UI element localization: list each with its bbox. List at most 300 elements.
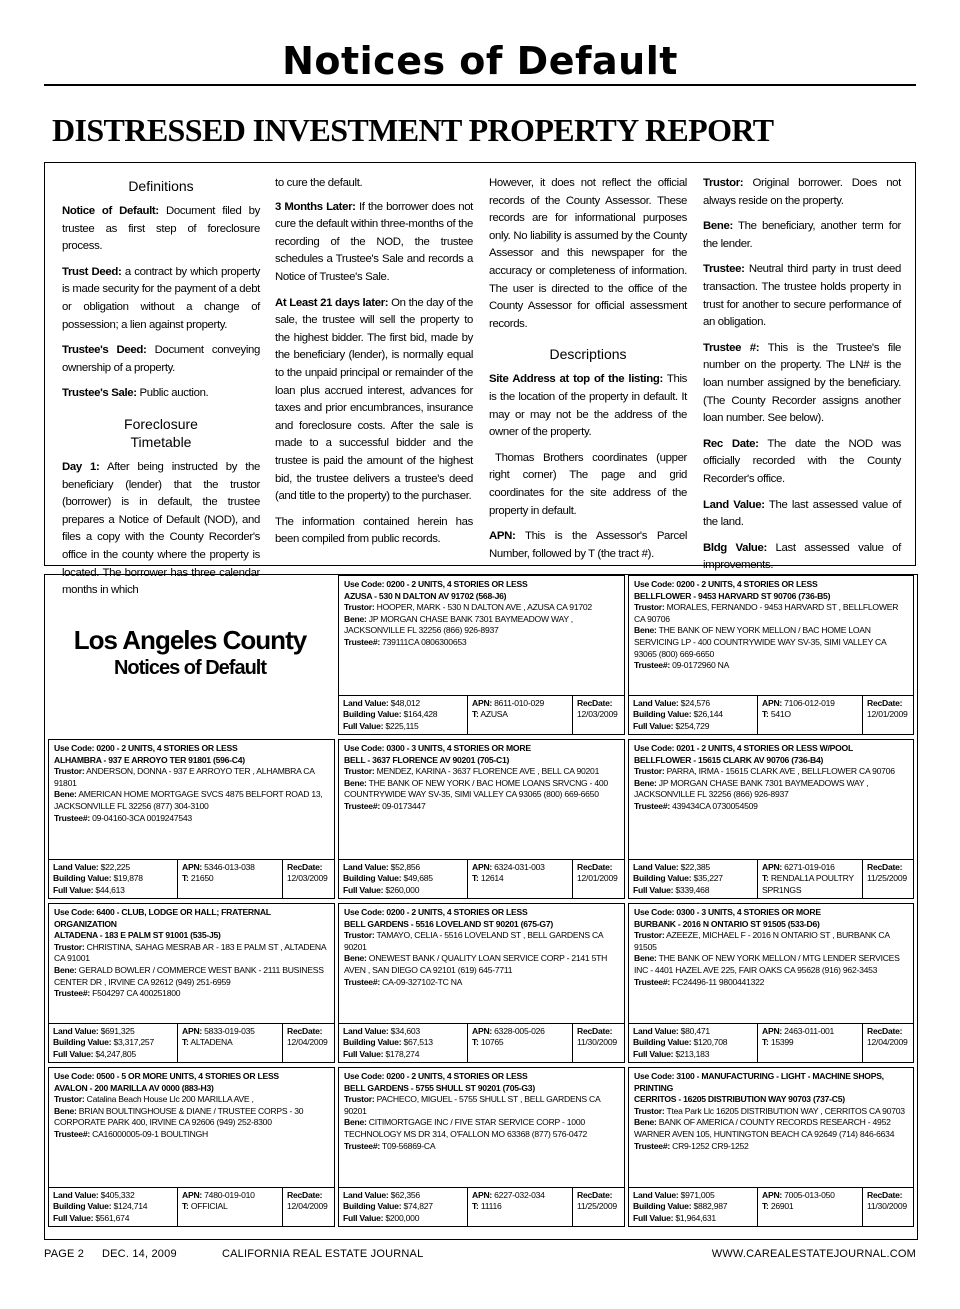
tract-row bbox=[472, 1037, 568, 1048]
footer-publication: CALIFORNIA REAL ESTATE JOURNAL bbox=[222, 1248, 424, 1260]
listing-value-box bbox=[49, 860, 177, 898]
listing-cell bbox=[48, 903, 335, 1063]
land-value-row bbox=[343, 862, 463, 873]
trustor-label: Trustor: bbox=[634, 766, 665, 777]
term: Notice of Default: bbox=[62, 205, 159, 217]
listing-bene bbox=[344, 614, 619, 637]
listing-recdate-box bbox=[862, 860, 913, 898]
bene-label: Bene: bbox=[344, 777, 367, 788]
trustee-label: Trustee#: bbox=[54, 988, 90, 999]
listing-recdate-box bbox=[572, 1188, 624, 1226]
tract-label: T: bbox=[762, 1201, 769, 1212]
trustee-value: 439434CA 0730054509 bbox=[672, 800, 758, 811]
land-value: $971,005 bbox=[680, 1190, 715, 1200]
county-title: Los Angeles County bbox=[73, 625, 307, 655]
apn-row bbox=[762, 1190, 858, 1201]
listing-address: AZUSA - 530 N DALTON AV 91702 (568-J6) bbox=[344, 590, 507, 601]
full-value-row bbox=[53, 1213, 173, 1224]
trustor-value: AZEEZE, MICHAEL F - 2016 N ONTARIO ST , BURBANK CA 91505 bbox=[634, 930, 890, 952]
building-value-label: Building Value: bbox=[343, 873, 402, 884]
building-value-row bbox=[53, 873, 173, 884]
full-value: $225,115 bbox=[385, 720, 419, 731]
listing-apn-box bbox=[757, 696, 862, 734]
recdate-value: 12/01/2009 bbox=[867, 709, 908, 720]
apn-row bbox=[762, 862, 858, 873]
land-value-row bbox=[53, 1190, 173, 1201]
trustor-label: Trustor: bbox=[634, 930, 665, 941]
listing-details bbox=[629, 576, 913, 675]
apn-value: 7106-012-019 bbox=[784, 698, 835, 708]
trustee-value: 09-04160-3CA 0019247543 bbox=[92, 812, 192, 823]
listing-cell bbox=[48, 739, 335, 899]
listing-details bbox=[339, 740, 624, 816]
trustee-label: Trustee#: bbox=[634, 976, 670, 987]
trustee-label: Trustee#: bbox=[344, 636, 380, 647]
trustee-label: Trustee#: bbox=[54, 1128, 90, 1139]
listing-bene bbox=[344, 1117, 619, 1140]
recdate-label: RecDate: bbox=[287, 862, 323, 872]
bene-value: BRIAN BOULTINGHOUSE & DIANE / TRUSTEE CORPS - 30 CORPORATE PARK 400, IRVINE CA 92606 (949) 252-8300 bbox=[54, 1105, 304, 1128]
recdate-value: 12/04/2009 bbox=[287, 1037, 328, 1048]
listing-values bbox=[339, 859, 624, 898]
listing-bene bbox=[54, 965, 329, 988]
apn-value: 5346-013-038 bbox=[204, 862, 255, 872]
land-value-label: Land Value: bbox=[53, 1026, 99, 1036]
apn-row bbox=[472, 862, 568, 873]
building-value-label: Building Value: bbox=[343, 709, 402, 720]
bene-label: Bene: bbox=[634, 1117, 657, 1128]
building-value: $35,227 bbox=[693, 873, 723, 884]
listing-use-code: Use Code: 0201 - 2 UNITS, 4 STORIES OR LESS W/POOL bbox=[634, 743, 853, 753]
building-value: $74,827 bbox=[403, 1201, 433, 1212]
listing-recdate-box bbox=[862, 1024, 913, 1062]
trustee-value: 09-0172960 NA bbox=[672, 660, 730, 671]
listing-values bbox=[629, 1023, 913, 1062]
bene-value: ONEWEST BANK / QUALITY LOAN SERVICE CORP - 2141 5TH AVEN , SAN DIEGO CA 92101 (619) 645-7711 bbox=[344, 953, 608, 975]
listing-bene bbox=[634, 1117, 908, 1140]
tract-value: 12614 bbox=[480, 873, 504, 884]
bene-label: Bene: bbox=[344, 613, 367, 624]
listing-recdate-box bbox=[282, 860, 334, 898]
tract-label: T: bbox=[472, 873, 479, 884]
footer-date: DEC. 14, 2009 bbox=[102, 1248, 177, 1260]
listing-recdate-box bbox=[282, 1188, 334, 1226]
land-value: $24,576 bbox=[680, 698, 710, 708]
listing-use-code: Use Code: 3100 - MANUFACTURING - LIGHT - MACHINE SHOPS, PRINTING bbox=[634, 1071, 884, 1093]
definition-text: This is the Trustee's file number on the property. The LN# is the loan number assigned by the beneficiary. (The County Recorder assigns another loan number. See below). bbox=[703, 341, 901, 425]
listing-trustee bbox=[634, 801, 908, 813]
trustor-label: Trustor: bbox=[344, 930, 375, 941]
listing-address: BELL GARDENS - 5755 SHULL ST 90201 (705-G3) bbox=[344, 1082, 535, 1093]
listing-bene bbox=[344, 953, 619, 976]
trustor-value: CHRISTINA, SAHAG MESRAB AR - 183 E PALM ST , ALTADENA CA 91001 bbox=[54, 941, 326, 964]
term: 3 Months Later: bbox=[275, 200, 356, 213]
bene-value: THE BANK OF NEW YORK MELLON / MTG LENDER SERVICES INC - 4401 HAZEL AVE 225, FAIR OAKS CA 95628 (916) 962-3453 bbox=[634, 953, 900, 975]
bene-label: Bene: bbox=[634, 777, 657, 788]
listing-value-box bbox=[339, 696, 467, 734]
land-value-row bbox=[343, 1026, 463, 1037]
listing-address: BURBANK - 2016 N ONTARIO ST 91505 (533-D6) bbox=[634, 918, 820, 929]
listing-values bbox=[339, 1023, 624, 1062]
listing-details bbox=[49, 904, 334, 1003]
definitions-heading: Definitions bbox=[128, 178, 194, 194]
land-value-row bbox=[633, 1190, 753, 1201]
term: Trustor: bbox=[703, 177, 744, 189]
definition-text: On the day of the sale, the trustee will sell the property to the highest bidder. The first bid, made by the beneficiary (lender), is normally equal to the unpaid principal or remainder of the loan plus accrued interest, advances for taxes and prior encumbrances, insurance and foreclosure costs. After the sale is made to a successful bidder and the trustee is paid the amount of the highest bid, the trustee delivers a trustee's deed (and title to the property) to the purchaser. bbox=[275, 296, 473, 503]
definitions-column-4 bbox=[703, 175, 901, 583]
full-value-row bbox=[343, 1049, 463, 1060]
listing-trustor bbox=[344, 602, 619, 614]
bene-value: CITIMORTGAGE INC / FIVE STAR SERVICE CORP - 1000 TECHNOLOGY MS DR 314, O'FALLON MO 63368 (877) 576-0472 bbox=[344, 1117, 588, 1139]
term: Bldg Value: bbox=[703, 541, 767, 554]
listing-recdate-box bbox=[282, 1024, 334, 1062]
listing-values bbox=[49, 1023, 334, 1062]
full-value-label: Full Value: bbox=[633, 1048, 674, 1059]
tract-value: 10765 bbox=[480, 1037, 504, 1048]
definition-text: This is the Assessor's Parcel Number, followed by T (the tract #). bbox=[489, 530, 688, 560]
listing-cell bbox=[628, 739, 914, 899]
listing-cell bbox=[628, 575, 914, 735]
full-value-label: Full Value: bbox=[343, 1048, 384, 1059]
tract-row bbox=[182, 873, 278, 884]
full-value-label: Full Value: bbox=[633, 1212, 674, 1223]
listing-details bbox=[629, 904, 913, 991]
listing-values bbox=[629, 859, 913, 898]
bene-value: GERALD BOWLER / COMMERCE WEST BANK - 2111 BUSINESS CENTER DR , IRVINE CA 92612 (949) 251-6959 bbox=[54, 964, 324, 987]
descriptions-heading: Descriptions bbox=[549, 346, 627, 363]
apn-value: 5833-019-035 bbox=[204, 1026, 255, 1036]
land-value-label: Land Value: bbox=[343, 1190, 389, 1200]
recdate-label: RecDate: bbox=[577, 698, 613, 708]
building-value-row bbox=[633, 873, 753, 884]
full-value-row bbox=[633, 1049, 753, 1060]
listing-trustee bbox=[344, 637, 619, 649]
trustor-label: Trustor: bbox=[344, 766, 375, 777]
tract-row bbox=[472, 873, 568, 884]
listing-trustee bbox=[344, 801, 619, 813]
full-value-row bbox=[343, 721, 463, 732]
apn-label: APN: bbox=[762, 698, 783, 708]
definition-text: a contract by which property is made security for the payment of a debt or obligation without a change of possession; a lien against property. bbox=[62, 265, 260, 331]
page-title: Notices of Default bbox=[282, 39, 678, 83]
trustee-value: F504297 CA 400251800 bbox=[92, 988, 181, 999]
apn-value: 6271-019-016 bbox=[784, 862, 835, 872]
listing-recdate-box bbox=[572, 860, 624, 898]
building-value-label: Building Value: bbox=[633, 873, 692, 884]
land-value: $405,332 bbox=[100, 1190, 135, 1200]
definition-text: Public auction. bbox=[139, 387, 209, 400]
listing-cell bbox=[628, 903, 914, 1063]
description-thomas-brothers: Thomas Brothers coordinates (upper right corner) The page and grid coordinates for the site address of the property in default. bbox=[489, 451, 687, 517]
listing-apn-box bbox=[757, 1024, 862, 1062]
recdate-label: RecDate: bbox=[287, 1026, 323, 1036]
land-value-row bbox=[53, 1026, 173, 1037]
building-value: $124,714 bbox=[113, 1201, 148, 1212]
tract-value: 21650 bbox=[190, 873, 214, 884]
recdate-label: RecDate: bbox=[867, 862, 903, 872]
listing-value-box bbox=[49, 1188, 177, 1226]
trustor-label: Trustor: bbox=[54, 766, 85, 777]
trustor-label: Trustor: bbox=[344, 602, 375, 613]
full-value-label: Full Value: bbox=[343, 884, 384, 895]
land-value-row bbox=[343, 698, 463, 709]
definition-text: This is the location of the property in default. It may or may not be the address of the owner of the property. bbox=[489, 373, 687, 439]
term: Site Address at top of the listing: bbox=[489, 373, 663, 386]
listing-use-code: Use Code: 0200 - 2 UNITS, 4 STORIES OR LESS bbox=[344, 1071, 528, 1081]
listing-apn-box bbox=[177, 860, 282, 898]
trustor-value: HOOPER, MARK - 530 N DALTON AVE , AZUSA CA 91702 bbox=[376, 602, 592, 613]
definition-text: Document filed by trustee as first step of foreclosure process. bbox=[62, 205, 260, 253]
listing-cell bbox=[338, 575, 625, 735]
apn-value: 8611-010-029 bbox=[494, 698, 545, 708]
apn-row bbox=[182, 1190, 278, 1201]
tract-label: T: bbox=[472, 1037, 479, 1048]
listing-details bbox=[49, 740, 334, 827]
apn-row bbox=[182, 862, 278, 873]
bene-label: Bene: bbox=[634, 625, 657, 636]
full-value: $178,274 bbox=[385, 1048, 420, 1059]
building-value-row bbox=[633, 1037, 753, 1048]
tract-value: 15399 bbox=[770, 1037, 794, 1048]
listing-apn-box bbox=[467, 1188, 572, 1226]
full-value: $44,613 bbox=[95, 884, 125, 895]
recdate-value: 12/03/2009 bbox=[287, 873, 328, 884]
bene-label: Bene: bbox=[634, 953, 657, 964]
land-value-row bbox=[633, 698, 753, 709]
apn-label: APN: bbox=[762, 1026, 783, 1036]
land-value-label: Land Value: bbox=[343, 698, 389, 708]
tract-label: T: bbox=[472, 1201, 479, 1212]
land-value-label: Land Value: bbox=[53, 1190, 99, 1200]
listing-cell bbox=[338, 739, 625, 899]
land-value-label: Land Value: bbox=[633, 1190, 679, 1200]
footer-page: PAGE 2 bbox=[44, 1248, 85, 1260]
county-subtitle: Notices of Default bbox=[113, 657, 267, 679]
building-value-label: Building Value: bbox=[343, 1037, 402, 1048]
full-value-row bbox=[343, 885, 463, 896]
definition-text: The last assessed value of the land. bbox=[703, 498, 902, 529]
land-value-label: Land Value: bbox=[633, 1026, 679, 1036]
trustee-value: CA-09-327102-TC NA bbox=[382, 976, 463, 987]
description-land-value bbox=[703, 497, 901, 532]
listing-bene bbox=[634, 778, 908, 801]
definition-notice-of-default bbox=[62, 203, 260, 256]
listing-trustor bbox=[344, 930, 619, 953]
listing-trustee bbox=[344, 1141, 619, 1153]
term: Rec Date: bbox=[703, 437, 759, 450]
listing-use-code: Use Code: 0200 - 2 UNITS, 4 STORIES OR LESS bbox=[634, 579, 818, 589]
listing-address: ALTADENA - 183 E PALM ST 91001 (535-J5) bbox=[54, 930, 221, 941]
building-value: $882,987 bbox=[693, 1201, 728, 1212]
listing-use-code: Use Code: 0500 - 5 OR MORE UNITS, 4 STORIES OR LESS bbox=[54, 1071, 279, 1081]
listing-trustor bbox=[634, 930, 908, 953]
tract-label: T: bbox=[762, 709, 769, 720]
listing-address: BELLFLOWER - 9453 HARVARD ST 90706 (736-B5) bbox=[634, 590, 831, 601]
land-value-label: Land Value: bbox=[633, 698, 679, 708]
listing-value-box bbox=[629, 860, 757, 898]
trustor-value: MENDEZ, KARINA - 3637 FLORENCE AVE , BELL CA 90201 bbox=[376, 766, 600, 777]
recdate-value: 11/25/2009 bbox=[867, 873, 907, 884]
trustee-label: Trustee#: bbox=[634, 660, 670, 671]
listing-trustor bbox=[344, 766, 619, 778]
description-rec-date bbox=[703, 436, 901, 489]
apn-label: APN: bbox=[472, 1026, 493, 1036]
description-trustee bbox=[703, 261, 901, 331]
tract-value: RENDAL1A POULTRY SPR1NGS bbox=[762, 873, 854, 895]
definition-text: The beneficiary, another term for the lender. bbox=[703, 220, 901, 250]
full-value: $561,674 bbox=[95, 1212, 130, 1223]
tract-row bbox=[762, 1201, 858, 1212]
tract-label: T: bbox=[762, 1037, 769, 1048]
listing-trustee bbox=[634, 1141, 908, 1153]
tract-value: AZUSA bbox=[480, 709, 508, 720]
trustee-label: Trustee#: bbox=[634, 1140, 670, 1151]
trustor-label: Trustor: bbox=[634, 602, 665, 613]
apn-row bbox=[472, 698, 568, 709]
recdate-value: 12/03/2009 bbox=[577, 709, 618, 720]
bene-value: AMERICAN HOME MORTGAGE SVCS 4875 BELFORT ROAD 13, JACKSONVILLE FL 32256 (877) 304-3100 bbox=[54, 789, 323, 811]
apn-label: APN: bbox=[182, 862, 203, 872]
listing-value-box bbox=[339, 1188, 467, 1226]
listing-details bbox=[339, 576, 624, 652]
full-value: $4,247,805 bbox=[95, 1048, 136, 1059]
listing-cell bbox=[338, 1067, 625, 1227]
building-value: $120,708 bbox=[693, 1037, 728, 1048]
definition-text: The date the NOD was officially recorded with the County Recorder's office. bbox=[703, 437, 901, 485]
full-value-row bbox=[633, 1213, 753, 1224]
recdate-value: 12/04/2009 bbox=[867, 1037, 908, 1048]
listing-trustee bbox=[634, 660, 908, 672]
term: Trustee: bbox=[703, 263, 745, 276]
listing-apn-box bbox=[467, 696, 572, 734]
apn-row bbox=[762, 1026, 858, 1037]
listing-recdate-box bbox=[572, 1024, 624, 1062]
description-site-address bbox=[489, 371, 687, 441]
building-value-row bbox=[53, 1037, 173, 1048]
listing-trustor bbox=[634, 1106, 908, 1118]
description-apn bbox=[489, 528, 687, 563]
apn-row bbox=[472, 1026, 568, 1037]
description-trustee-number bbox=[703, 340, 901, 428]
trustor-value: MORALES, FERNANDO - 9453 HARVARD ST , BELLFLOWER CA 90706 bbox=[634, 602, 899, 624]
bene-label: Bene: bbox=[54, 789, 77, 800]
tract-row bbox=[762, 1037, 858, 1048]
listing-trustor bbox=[344, 1094, 619, 1117]
trustor-value: ANDERSON, DONNA - 937 E ARROYO TER , ALHAMBRA CA 91801 bbox=[54, 766, 315, 788]
full-value-label: Full Value: bbox=[633, 884, 674, 895]
building-value-label: Building Value: bbox=[53, 1201, 112, 1212]
term: Day 1: bbox=[62, 460, 100, 473]
title-rule bbox=[44, 84, 916, 86]
tract-value: OFFICIAL bbox=[190, 1201, 228, 1212]
apn-value: 7480-019-010 bbox=[204, 1190, 255, 1200]
recdate-value: 12/01/2009 bbox=[577, 873, 618, 884]
listing-trustee bbox=[54, 988, 329, 1000]
listing-bene bbox=[344, 778, 619, 801]
listing-value-box bbox=[339, 1024, 467, 1062]
bene-label: Bene: bbox=[54, 964, 77, 975]
listing-value-box bbox=[629, 696, 757, 734]
listing-use-code: Use Code: 0300 - 3 UNITS, 4 STORIES OR MORE bbox=[344, 743, 531, 753]
trustor-value: TAMAYO, CELIA - 5516 LOVELAND ST , BELL GARDENS CA 90201 bbox=[344, 930, 603, 952]
timetable-3-months bbox=[275, 199, 473, 287]
listing-trustee bbox=[344, 977, 619, 989]
tract-row bbox=[182, 1201, 278, 1212]
footer-website: WWW.CAREALESTATEJOURNAL.COM bbox=[711, 1248, 916, 1260]
land-value-label: Land Value: bbox=[53, 862, 99, 872]
trustor-label: Trustor: bbox=[344, 1094, 375, 1105]
building-value: $67,513 bbox=[403, 1037, 433, 1048]
land-value-row bbox=[633, 1026, 753, 1037]
bene-label: Bene: bbox=[344, 953, 367, 964]
building-value-label: Building Value: bbox=[633, 1037, 692, 1048]
definition-trustees-sale bbox=[62, 385, 260, 403]
information-note: The information contained herein has been compiled from public records. bbox=[275, 515, 473, 546]
tract-label: T: bbox=[182, 1201, 189, 1212]
building-value: $3,317,257 bbox=[113, 1037, 154, 1048]
apn-value: 6324-031-003 bbox=[494, 862, 545, 872]
apn-value: 2463-011-001 bbox=[784, 1026, 835, 1036]
listing-use-code: Use Code: 0200 - 2 UNITS, 4 STORIES OR LESS bbox=[54, 743, 238, 753]
trustee-value: 09-0173447 bbox=[382, 800, 426, 811]
trustee-value: T09-56869-CA bbox=[381, 1140, 436, 1151]
listing-values bbox=[339, 1187, 624, 1226]
building-value-label: Building Value: bbox=[343, 1201, 402, 1212]
full-value: $254,729 bbox=[675, 720, 710, 731]
full-value-label: Full Value: bbox=[633, 720, 674, 731]
apn-row bbox=[182, 1026, 278, 1037]
building-value: $164,428 bbox=[403, 709, 438, 720]
recdate-label: RecDate: bbox=[577, 862, 613, 872]
listing-cell bbox=[48, 1067, 335, 1227]
listing-details bbox=[629, 1068, 913, 1155]
tract-label: T: bbox=[182, 873, 189, 884]
definition-trust-deed bbox=[62, 264, 260, 334]
full-value: $339,468 bbox=[675, 884, 710, 895]
building-value-row bbox=[633, 709, 753, 720]
apn-label: APN: bbox=[762, 1190, 783, 1200]
recdate-label: RecDate: bbox=[577, 1190, 613, 1200]
listing-bene bbox=[54, 1106, 329, 1129]
trustor-label: Trustor: bbox=[634, 1105, 665, 1116]
building-value-label: Building Value: bbox=[633, 1201, 692, 1212]
bene-value: THE BANK OF NEW YORK MELLON / BAC HOME LOAN SERVICING LP - 400 COUNTRYWIDE WAY SV-35, SIMI VALLEY CA 93065 (800) 669-6650 bbox=[634, 625, 887, 659]
full-value-label: Full Value: bbox=[343, 720, 384, 731]
tract-value: 11116 bbox=[480, 1201, 502, 1212]
trustor-value: PARRA, IRMA - 15615 CLARK AVE , BELLFLOWER CA 90706 bbox=[666, 766, 895, 777]
listing-values bbox=[629, 1187, 913, 1226]
listing-values bbox=[629, 695, 913, 734]
assessor-note: However, it does not reflect the official records of the County Assessor. These records are for informational purposes only. No liability is assumed by the County Assessor and this newspaper for the accuracy or completeness of information. The user is directed to the office of the County Assessor for official assessment records. bbox=[489, 177, 687, 330]
listing-address: AVALON - 200 MARILLA AV 0000 (883-H3) bbox=[54, 1082, 214, 1093]
apn-label: APN: bbox=[182, 1026, 203, 1036]
term: Trustee #: bbox=[703, 341, 760, 354]
tract-row bbox=[182, 1037, 278, 1048]
building-value: $26,144 bbox=[693, 709, 723, 720]
listing-bene bbox=[634, 625, 908, 660]
recdate-value: 11/30/2009 bbox=[867, 1201, 907, 1212]
building-value-row bbox=[343, 1037, 463, 1048]
description-trustor bbox=[703, 175, 901, 210]
trustee-label: Trustee#: bbox=[54, 812, 90, 823]
trustor-value: Ttea Park Llc 16205 DISTRIBUTION WAY , CERRITOS CA 90703 bbox=[666, 1105, 905, 1116]
trustor-label: Trustor: bbox=[54, 1094, 85, 1105]
land-value-row bbox=[53, 862, 173, 873]
listing-value-box bbox=[49, 1024, 177, 1062]
report-heading: DISTRESSED INVESTMENT PROPERTY REPORT bbox=[52, 112, 774, 148]
definition-text: If the borrower does not cure the default within three-months of the recording of the NOD, the trustee schedules a Trustee's Sale and records a Notice of Trustee's Sale. bbox=[275, 200, 473, 283]
land-value: $691,325 bbox=[100, 1026, 135, 1036]
